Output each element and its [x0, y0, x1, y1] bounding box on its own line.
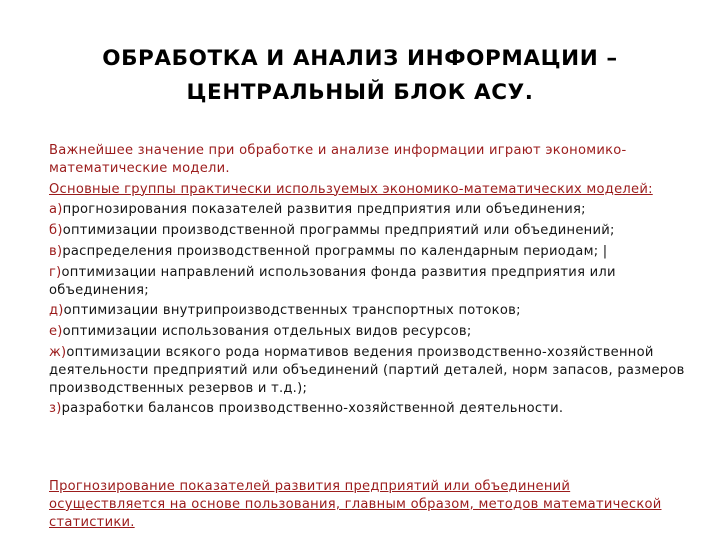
slide-title: ОБРАБОТКА И АНАЛИЗ ИНФОРМАЦИИ – ЦЕНТРАЛЬНЫЙ БЛОК АСУ. [102, 46, 618, 105]
slide-content [49, 142, 689, 421]
list-item-text: распределения производственной программы по календарным периодам; | [62, 243, 608, 259]
list-marker: г) [49, 264, 62, 280]
list-item-text: прогнозирования показателей развития предприятия или объединения; [62, 202, 586, 218]
list-item-a [49, 201, 689, 219]
list-item-e [49, 323, 689, 341]
list-item-text: оптимизации всякого рода нормативов ведения производственно-хозяйственной деятельности предприятий или объединений (партий деталей, норм запасов, размеров производственных резервов и т.д.); [49, 344, 685, 396]
list-item-v [49, 243, 689, 261]
list-item-text: оптимизации внутрипроизводственных транспортных потоков; [63, 303, 521, 319]
list-item-zh [49, 344, 689, 397]
list-item-text: оптимизации направлений использования фонда развития предприятия или объединения; [49, 264, 616, 298]
list-item-text: разработки балансов производственно-хозяйственной деятельности. [61, 401, 564, 417]
list-item-b [49, 222, 689, 240]
list-marker: е) [49, 324, 63, 340]
footer-note: Прогнозирование показателей развития предприятий или объединений осуществляется на основе пользования, главным образом, методов математической статистики. [49, 479, 662, 530]
list-marker: а) [49, 202, 63, 218]
list-marker: б) [49, 223, 63, 239]
list-item-text: оптимизации производственной программы предприятий или объединений; [62, 223, 615, 239]
list-item-g [49, 264, 689, 300]
list-marker: ж) [49, 344, 67, 360]
list-item-text: оптимизации использования отдельных видов ресурсов; [62, 324, 472, 340]
list-marker: д) [49, 303, 64, 319]
list-item-d [49, 302, 689, 320]
intro-paragraph: Важнейшее значение при обработке и анализе информации играют экономико-математические модели. [49, 143, 627, 176]
list-marker: з) [49, 401, 62, 417]
groups-heading: Основные группы практически используемых экономико-математических моделей: [49, 181, 653, 197]
list-item-z [49, 400, 689, 418]
list-marker: в) [49, 243, 63, 259]
